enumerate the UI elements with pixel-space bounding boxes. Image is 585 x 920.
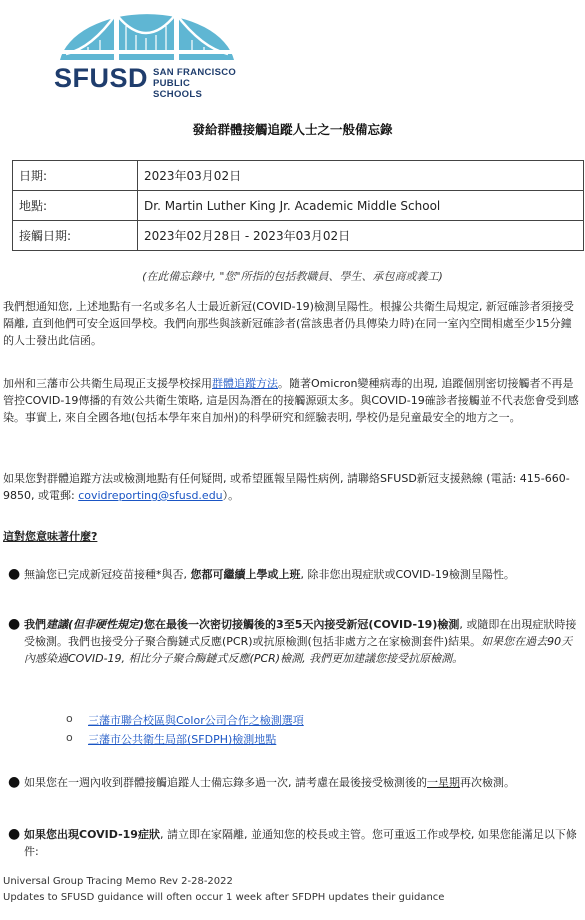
- table-row: [13, 191, 584, 221]
- sub-bullet-marker: o: [66, 731, 73, 744]
- bullet-retest: 如果您在一週內收到群體接觸追蹤人士備忘錄多過一次, 請考慮在最後接受檢測後的一星期再次檢測。: [24, 776, 515, 789]
- info-table: [12, 160, 584, 251]
- group-tracing-paragraph: 加州和三藩市公共衛生局現正支援學校採用群體追蹤方法。隨著Omicron變種病毒的出現, 追蹤個別密切接觸者不再是管控COVID-19傳播的有效公共衛生策略, 這是因為潛在的接觸源頭太多。與COVID-19確診者接觸並不代表您會受到感染。事實上, 來自全國各地(包括本學年來自加州)的科學研究和經驗表明, 學校仍是兒童最安全的地方之一。: [3, 377, 579, 424]
- golden-gate-bridge-icon: [52, 4, 242, 62]
- bullet-testing-recommendation: 我們建議(但非硬性規定)您在最後一次密切接觸後的3至5天內接受新冠(COVID-19)檢測, 或隨即在出現症狀時接受檢測。我們也接受分子聚合酶鏈式反應(PCR)或抗原檢測(包括非處方之在家檢測套件)結果。如果您在過去90天內感染過COVID-19, 相比分子聚合酶鏈式反應(PCR)檢測, 我們更加建議您接受抗原檢測。: [24, 618, 577, 665]
- logo-name: SFUSD: [54, 63, 149, 93]
- section-heading: 這對您意味著什麼?: [3, 530, 98, 543]
- logo-text: [52, 61, 242, 100]
- intro-paragraph: 我們想通知您, 上述地點有一名或多名人士最近新冠(COVID-19)檢測呈陽性。根據公共衛生局規定, 新冠確診者須接受隔離, 直到他們可安全返回學校。我們向那些與該新冠確診者(當該患者仍具傳染力時)在同一室內空間相處至少15分鐘的人士發出此信函。: [3, 300, 574, 347]
- bullet-symptoms: 如果您出現COVID-19症狀, 請立即在家隔離, 並通知您的校長或主管。您可重返工作或學校, 如果您能滿足以下條件:: [24, 828, 577, 858]
- location-label: 地點:: [13, 191, 138, 221]
- memo-title: 發給群體接觸追蹤人士之一般備忘錄: [192, 122, 393, 137]
- footer-update-note: Updates to SFUSD guidance will often occur 1 week after SFDPH updates their guidance: [3, 892, 445, 903]
- sub-bullet-marker: o: [66, 712, 73, 725]
- definition-note: (在此備忘錄中, "您"所指的包括教職員、學生、承包商或義工): [142, 270, 443, 283]
- bullet-marker: ●: [8, 774, 21, 790]
- location-value: Dr. Martin Luther King Jr. Academic Middle School: [138, 191, 584, 221]
- sfusd-logo: [52, 4, 242, 100]
- email-link[interactable]: covidreporting@sfusd.edu: [78, 489, 223, 502]
- color-testing-link[interactable]: 三藩市聯合校區與Color公司合作之檢測選項: [88, 714, 304, 727]
- table-row: [13, 161, 584, 191]
- logo-subtitle: SAN FRANCISCO PUBLIC SCHOOLS: [153, 67, 237, 100]
- date-label: 日期:: [13, 161, 138, 191]
- table-row: [13, 221, 584, 251]
- group-tracing-link[interactable]: 群體追蹤方法: [212, 377, 278, 390]
- bullet-marker: ●: [8, 826, 21, 842]
- contact-paragraph: 如果您對群體追蹤方法或檢測地點有任何疑問, 或希望匯報呈陽性病例, 請聯絡SFUSD新冠支援熱線 (電話: 415-660-9850, 或電郵: covidreporting@sfusd.edu）。: [3, 472, 570, 502]
- exposure-date-label: 接觸日期:: [13, 221, 138, 251]
- sfdph-testing-link[interactable]: 三藩市公共衛生局部(SFDPH)檢測地點: [88, 733, 277, 746]
- bullet-marker: ●: [8, 566, 21, 582]
- bullet-marker: ●: [8, 616, 21, 632]
- bullet-continue-attending: 無論您已完成新冠疫苗接種*與否, 您都可繼續上學或上班, 除非您出現症狀或COVID-19檢測呈陽性。: [24, 568, 515, 581]
- exposure-date-value: 2023年02月28日 - 2023年03月02日: [138, 221, 584, 251]
- footer-revision: Universal Group Tracing Memo Rev 2-28-2022: [3, 876, 233, 887]
- date-value: 2023年03月02日: [138, 161, 584, 191]
